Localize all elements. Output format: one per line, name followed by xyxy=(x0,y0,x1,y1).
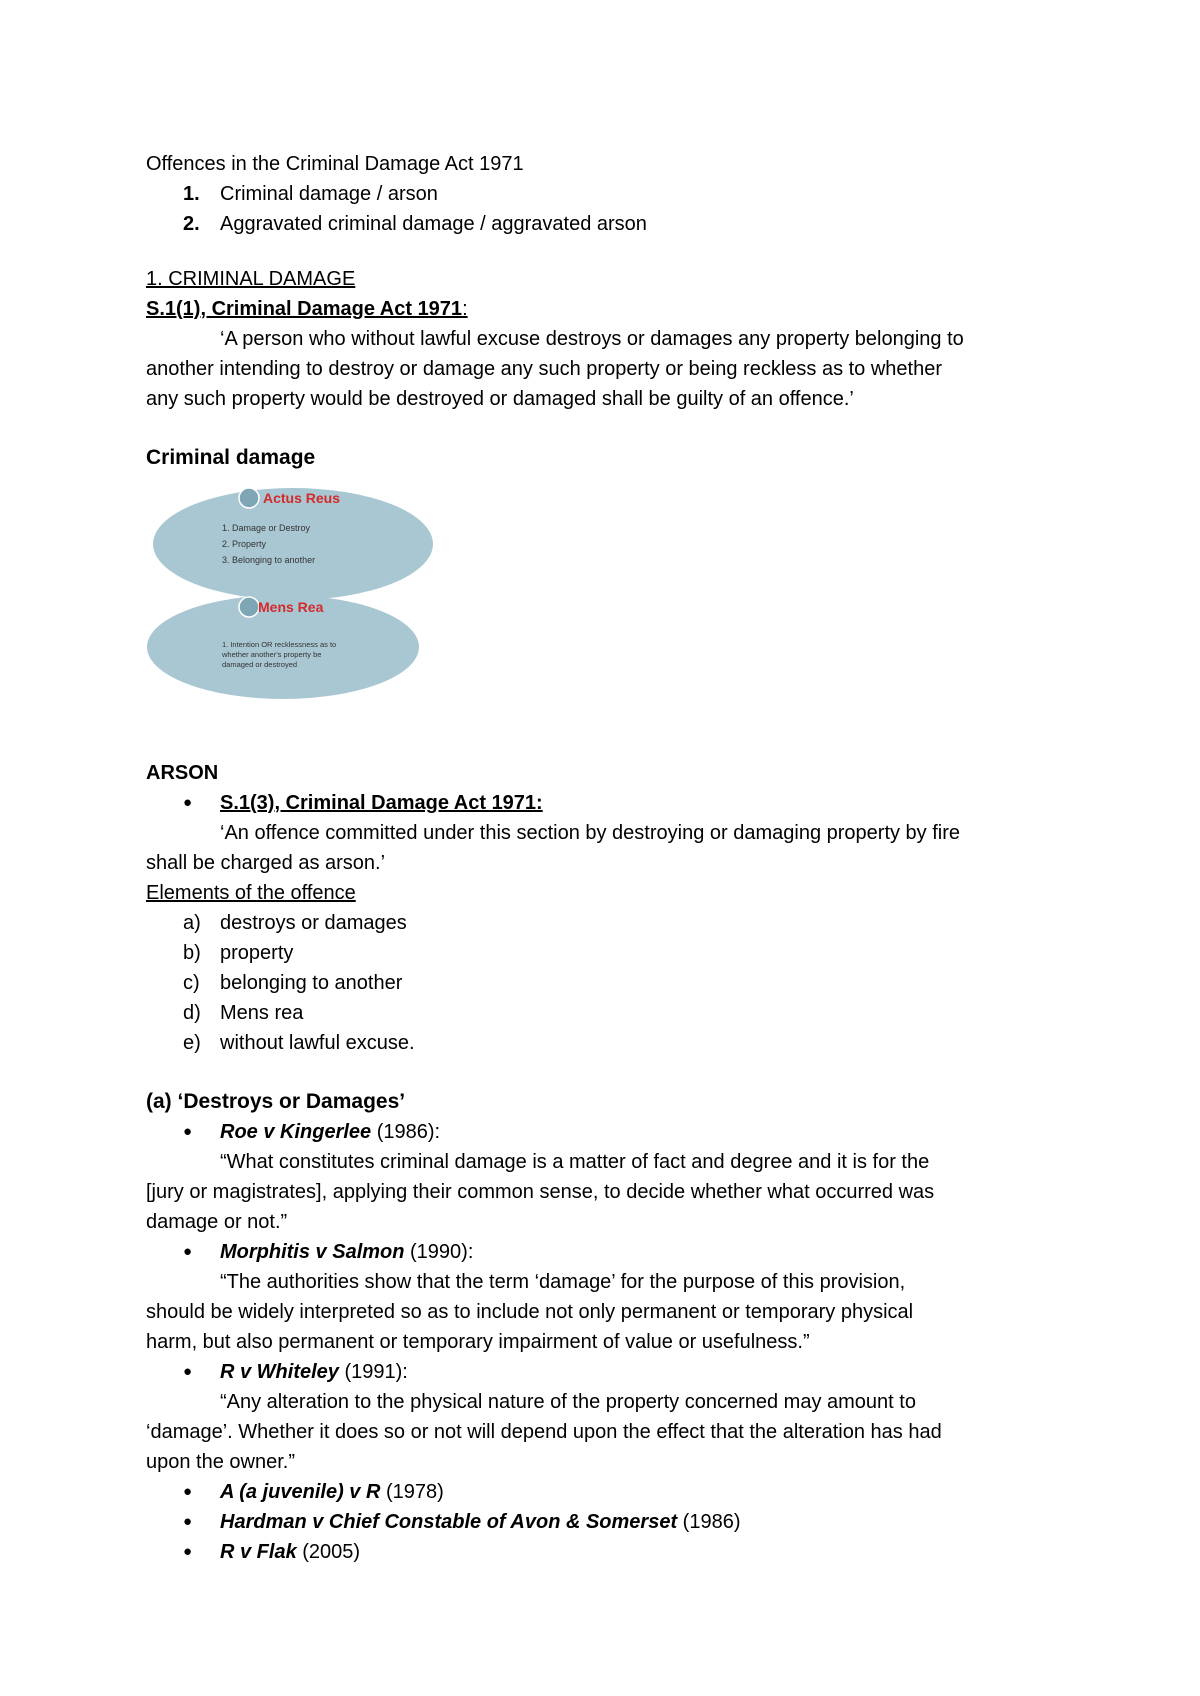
element-item xyxy=(146,998,1066,1028)
quote-line: should be widely interpreted so as to include not only permanent or temporary physical xyxy=(146,1301,914,1323)
mens-rea-title: Mens Rea xyxy=(258,599,324,615)
bullet-icon: ● xyxy=(183,794,193,811)
actus-item: 3. Belonging to another xyxy=(222,555,316,565)
criminal-damage-subheading-block xyxy=(146,443,1066,473)
case-year: (1990): xyxy=(404,1241,474,1263)
mens-rea-node xyxy=(239,597,259,617)
intro-title: Offences in the Criminal Damage Act 1971 xyxy=(146,153,524,175)
element-text: property xyxy=(220,942,294,964)
element-letter: a) xyxy=(183,912,201,934)
mens-item: 1. Intention OR recklessness as to xyxy=(222,640,337,649)
actus-mens-diagram xyxy=(146,487,436,700)
quote-line: upon the owner.” xyxy=(146,1451,295,1473)
actus-item: 2. Property xyxy=(222,539,267,549)
case-name: Hardman v Chief Constable of Avon & Somerset xyxy=(220,1511,678,1533)
element-text: without lawful excuse. xyxy=(220,1032,415,1054)
intro-list-item xyxy=(146,209,1066,239)
case-name: Morphitis v Salmon xyxy=(220,1241,405,1263)
case-item xyxy=(146,1477,1066,1507)
destroys-damages-section xyxy=(146,1087,1066,1567)
bullet-icon: ● xyxy=(183,1363,193,1380)
element-item xyxy=(146,968,1066,998)
element-item xyxy=(146,1028,1066,1058)
bullet-icon: ● xyxy=(183,1243,193,1260)
case-year: (1986): xyxy=(371,1121,441,1143)
intro-section xyxy=(146,149,1066,239)
bullet-icon: ● xyxy=(183,1543,193,1560)
subheading: Criminal damage xyxy=(146,446,316,469)
element-item xyxy=(146,938,1066,968)
section-heading: 1. CRIMINAL DAMAGE xyxy=(146,268,356,290)
quote-line: ‘damage’. Whether it does so or not will depend upon the effect that the alteration has had xyxy=(146,1421,942,1443)
quote-line: another intending to destroy or damage any such property or being reckless as to whether xyxy=(146,358,943,380)
element-text: destroys or damages xyxy=(220,912,407,934)
quote-line: ‘An offence committed under this section by destroying or damaging property by fire xyxy=(220,822,961,844)
case-item xyxy=(146,1237,1066,1267)
section-heading: (a) ‘Destroys or Damages’ xyxy=(146,1090,406,1113)
case-year: (2005) xyxy=(296,1541,361,1563)
case-item xyxy=(146,1507,1066,1537)
bullet-icon: ● xyxy=(183,1513,193,1530)
case-year: (1978) xyxy=(380,1481,444,1503)
case-item xyxy=(146,1537,1066,1567)
statute-ref-text: S.1(3), Criminal Damage Act 1971: xyxy=(220,792,543,814)
case-name: R v Whiteley xyxy=(220,1361,339,1383)
actus-reus-node xyxy=(239,488,259,508)
quote-line: “The authorities show that the term ‘damage’ for the purpose of this provision, xyxy=(220,1271,906,1293)
case-item xyxy=(146,1357,1066,1387)
statute-ref-text: S.1(1), Criminal Damage Act 1971 xyxy=(146,298,463,320)
quote-line: ‘A person who without lawful excuse destroys or damages any property belonging to xyxy=(220,328,964,350)
section-heading: ARSON xyxy=(146,762,219,784)
element-text: belonging to another xyxy=(220,972,403,994)
actus-reus-title: Actus Reus xyxy=(263,490,341,506)
element-text: Mens rea xyxy=(220,1002,304,1024)
case-name: R v Flak xyxy=(220,1541,297,1563)
list-number: 1. xyxy=(183,183,200,205)
case-name: A (a juvenile) v R xyxy=(220,1481,381,1503)
elements-heading: Elements of the offence xyxy=(146,882,356,904)
quote-line: damage or not.” xyxy=(146,1211,288,1233)
case-name: Roe v Kingerlee xyxy=(220,1121,372,1143)
element-letter: e) xyxy=(183,1032,201,1054)
list-number: 2. xyxy=(183,213,200,235)
element-letter: b) xyxy=(183,942,201,964)
element-letter: d) xyxy=(183,1002,201,1024)
statute-reference xyxy=(146,294,1066,324)
list-text: Aggravated criminal damage / aggravated arson xyxy=(220,213,647,235)
intro-list-item xyxy=(146,179,1066,209)
quote-line: harm, but also permanent or temporary impairment of value or usefulness.” xyxy=(146,1331,810,1353)
element-item xyxy=(146,908,1066,938)
quote-line: shall be charged as arson.’ xyxy=(146,852,386,874)
bullet-icon: ● xyxy=(183,1123,193,1140)
criminal-damage-section xyxy=(146,264,1066,414)
mens-item: damaged or destroyed xyxy=(222,660,298,669)
bullet-icon: ● xyxy=(183,1483,193,1500)
case-year: (1986) xyxy=(677,1511,741,1533)
mens-item: whether another's property be xyxy=(222,650,322,659)
case-year: (1991): xyxy=(338,1361,408,1383)
bullet-item xyxy=(146,788,1066,818)
quote-line: [jury or magistrates], applying their common sense, to decide whether what occurred was xyxy=(146,1181,935,1203)
arson-section xyxy=(146,758,1066,1058)
actus-item: 1. Damage or Destroy xyxy=(222,523,311,533)
element-letter: c) xyxy=(183,972,200,994)
quote-line: “Any alteration to the physical nature of the property concerned may amount to xyxy=(220,1391,916,1413)
case-item xyxy=(146,1117,1066,1147)
quote-line: “What constitutes criminal damage is a matter of fact and degree and it is for the xyxy=(220,1151,930,1173)
statute-colon: : xyxy=(462,298,468,320)
list-text: Criminal damage / arson xyxy=(220,183,438,205)
quote-line: any such property would be destroyed or damaged shall be guilty of an offence.’ xyxy=(146,388,854,410)
